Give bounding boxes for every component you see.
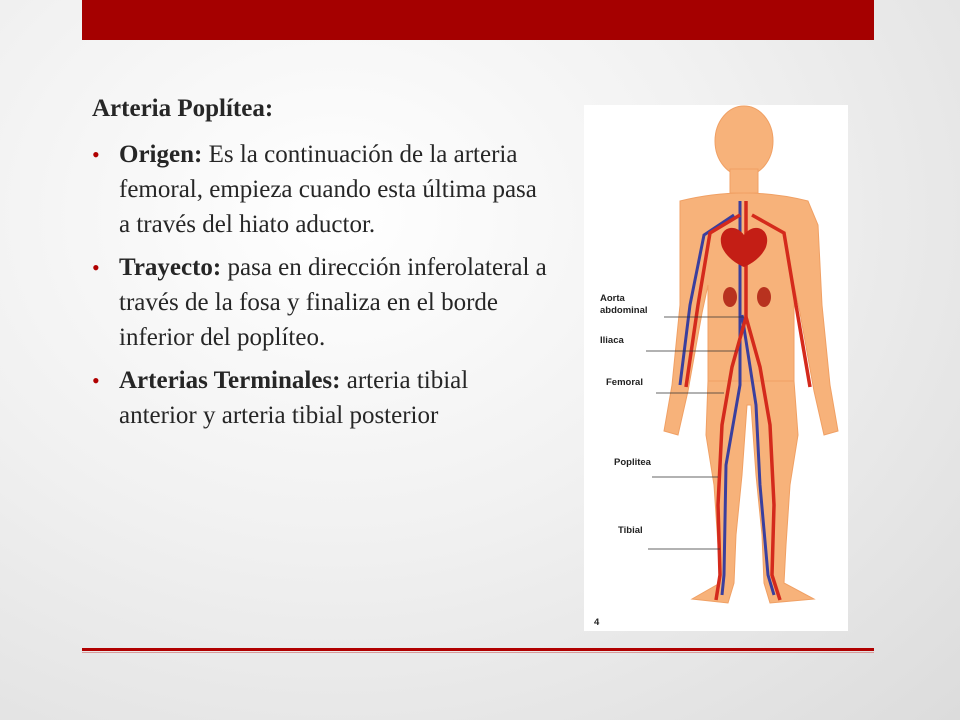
bullet-text: Es la continuación de la arteria femoral, empieza cuando esta última pasa a través del hiato aductor. xyxy=(119,141,537,238)
bullet-trayecto xyxy=(92,250,550,355)
label-aorta: Aorta xyxy=(600,293,625,304)
slide-heading: Arteria Poplítea: xyxy=(92,95,274,122)
label-iliaca: Iliaca xyxy=(600,335,624,346)
label-poplitea: Poplitea xyxy=(614,457,651,468)
label-tibial: Tibial xyxy=(618,525,643,536)
bullet-text: pasa en dirección inferolateral a través de la fosa y finaliza en el borde inferior del poplíteo. xyxy=(119,254,547,351)
body-diagram-illustration xyxy=(584,105,848,631)
right-kidney xyxy=(757,287,771,307)
bullet-term: Origen: xyxy=(119,141,203,168)
circulatory-system-figure xyxy=(584,105,848,631)
bullet-term: Arterias Terminales: xyxy=(119,367,341,394)
label-abdominal: abdominal xyxy=(600,305,648,316)
bullet-term: Trayecto: xyxy=(119,254,222,281)
top-accent-bar xyxy=(82,0,874,40)
bottom-accent-rule xyxy=(82,648,874,651)
bullet-marker: • xyxy=(92,255,100,280)
bullet-list xyxy=(92,137,550,433)
bullet-origen xyxy=(92,137,550,242)
bullet-marker: • xyxy=(92,142,100,167)
label-femoral: Femoral xyxy=(606,377,643,388)
bullet-arterias-terminales xyxy=(92,363,550,433)
slide-text-block xyxy=(92,95,550,441)
bullet-marker: • xyxy=(92,368,100,393)
figure-page-number: 4 xyxy=(594,617,600,628)
bullet-text: arteria tibial anterior y arteria tibial posterior xyxy=(119,367,469,429)
left-kidney xyxy=(723,287,737,307)
bottom-accent-rule-shadow xyxy=(82,652,874,653)
